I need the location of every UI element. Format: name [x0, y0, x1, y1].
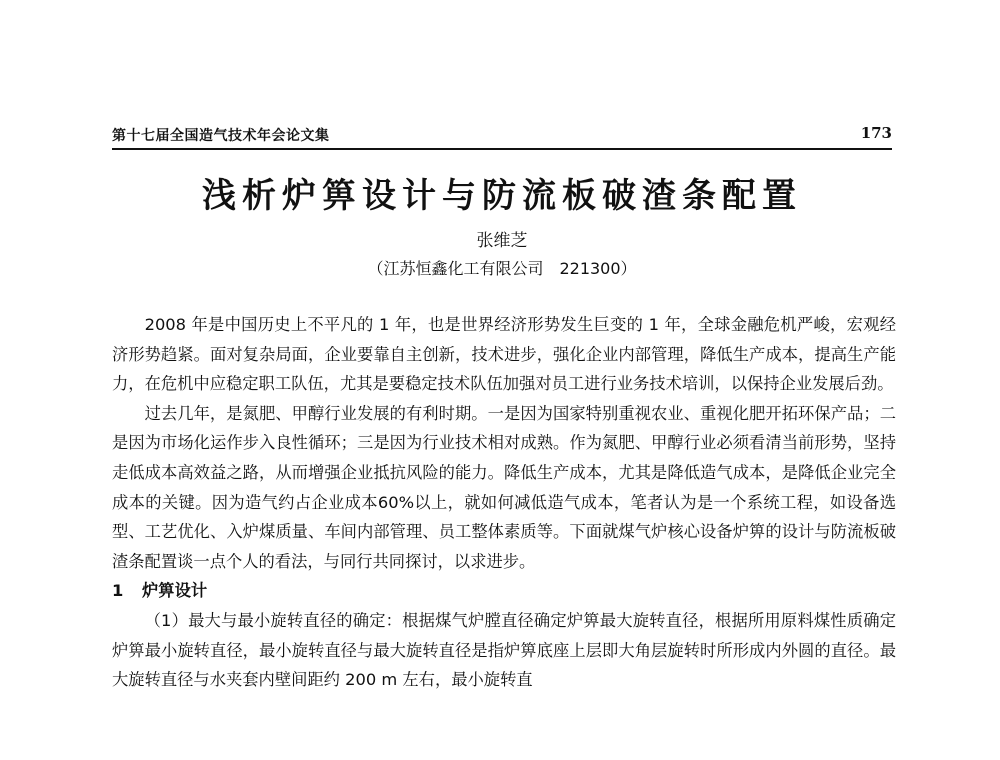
body-paragraph: （1）最大与最小旋转直径的确定：根据煤气炉膛直径确定炉箅最大旋转直径，根据所用原料煤性质确定炉箅最小旋转直径，最小旋转直径与最大旋转直径是指炉箅底座上层即大角层旋转时所形成内外圆的直径。最大旋转直径与水夹套内壁间距约 200 m 左右，最小旋转直 [112, 610, 896, 690]
section-title: 炉箅设计 [142, 581, 208, 601]
header-rule [112, 148, 892, 150]
body-paragraph: 过去几年，是氮肥、甲醇行业发展的有利时期。一是因为国家特别重视农业、重视化肥开拓环保产品；二是因为市场化运作步入良性循环；三是因为行业技术相对成熟。作为氮肥、甲醇行业必须看清当前形势，坚持走低成本高效益之路，从而增强企业抵抗风险的能力。降低生产成本，尤其是降低造气成本，是降低企业完全成本的关键。因为造气约占企业成本60%以上，就如何减低造气成本，笔者认为是一个系统工程，如设备选型、工艺优化、入炉煤质量、车间内部管理、员工整体素质等。下面就煤气炉核心设备炉箅的设计与防流板破渣条配置谈一点个人的看法，与同行共同探讨，以求进步。 [112, 403, 896, 571]
article-title: 浅析炉箅设计与防流板破渣条配置 [202, 176, 802, 216]
section-number: 1 [112, 581, 124, 601]
page-number: 173 [860, 124, 892, 142]
body-paragraph: 2008 年是中国历史上不平凡的 1 年，也是世界经济形势发生巨变的 1 年，全球金融危机严峻，宏观经济形势趋紧。面对复杂局面，企业要靠自主创新，技术进步，强化企业内部管理，降低生产成本，提高生产能力，在危机中应稳定职工队伍，尤其是要稳定技术队伍加强对员工进行业务技术培训，以保持企业发展后劲。 [112, 315, 896, 394]
author-affiliation: （江苏恒鑫化工有限公司 221300） [367, 259, 637, 278]
article-body [112, 310, 896, 695]
conference-name: 第十七届全国造气技术年会论文集 [112, 128, 330, 144]
section-heading [112, 576, 896, 606]
running-header [112, 124, 892, 146]
article-author: 张维芝 [476, 231, 528, 251]
